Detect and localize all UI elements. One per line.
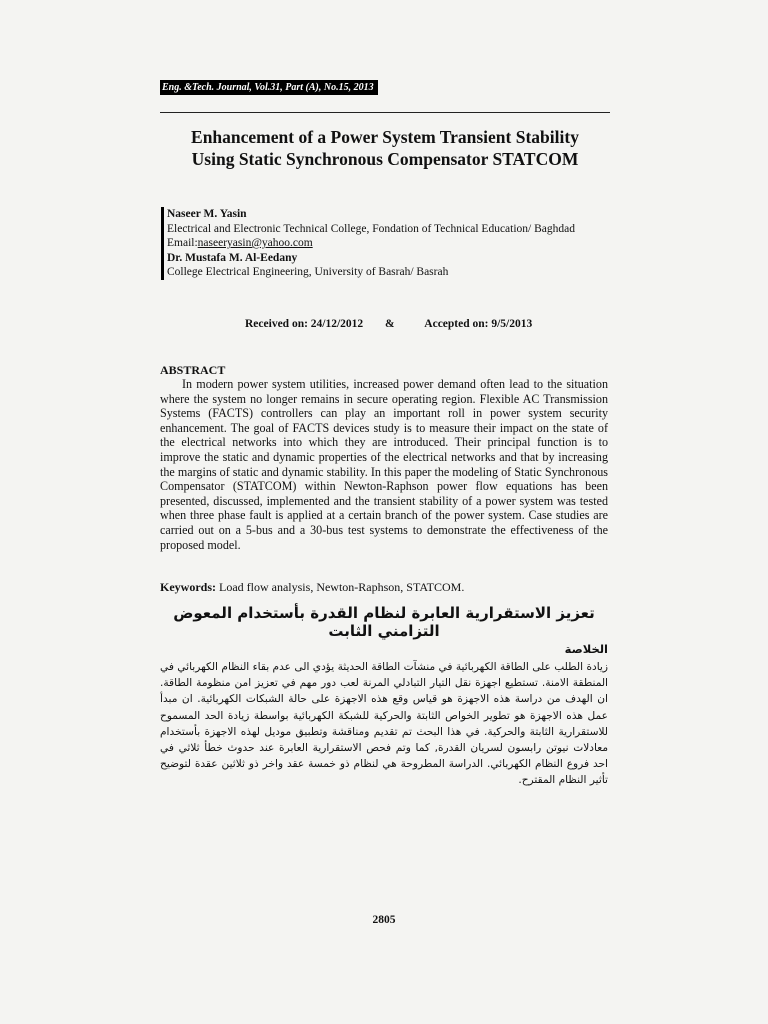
submission-dates xyxy=(245,318,532,330)
keywords-label: Keywords: xyxy=(160,580,216,594)
arabic-title: تعزيز الاستقرارية العابرة لنظام القدرة بأستخدام المعوض التزامني الثابت xyxy=(173,604,595,640)
arabic-abstract-heading: الخلاصة xyxy=(564,642,608,656)
abstract-body: In modern power system utilities, increased power demand often lead to the situation where the system no longer remains in secure operating region. Flexible AC Transmission Systems (FACTS) controllers can play an important roll in power system security enhancement. The goal of FACTS devices study is to measure their impact on the state of the electrical networks into which they are introduced. Their principal function is to improve the static and dynamic properties of the electrical networks and that by increasing the margins of static and dynamic stability. In this paper the modeling of Static Synchronous Compensator (STATCOM) within Newton-Raphson power flow equations has been presented, discussed, implemented and the transient stability of a power system was tested when three phase fault is applied at a certain branch of the power system. Case studies are carried out on a 5-bus and a 30-bus test systems to demonstrate the effectiveness of the proposed model. xyxy=(160,377,608,552)
page-number: 2805 xyxy=(372,914,396,926)
paper-title xyxy=(160,126,610,170)
title-line-1: Enhancement of a Power System Transient Stability xyxy=(191,127,579,147)
author-1-email-line xyxy=(167,236,627,251)
author-2-affiliation: College Electrical Engineering, University of Basrah/ Basrah xyxy=(167,266,449,278)
author-block xyxy=(161,207,627,280)
arabic-abstract-body: زيادة الطلب على الطاقة الكهربائية في منشآت الطاقة الحديثة يؤدي الى عدم بقاء النظام الكهربائي في المنطقة الامنة. تستطيع اجهزة نقل التيار التبادلي المرنة لعب دور مهم في تعزيز امن منظومة الطاقة. ان الهدف من دراسة هذه الاجهزة هو قياس وقع هذه الاجهزة على حالة الشبكات الكهربائية. ان مبدأ عمل هذه الاجهزة هو تطوير الخواص الثابتة والحركية للشبكة الكهربائية بواسطة زيادة الحد المسموح للاستقرارية الثابتة والحركية. في هذا البحث تم تقديم ومناقشة وتطبيق موديل لهذه الاجهزة بأستخدام معادلات نيوتن رابسون لسريان القدرة, كما وتم فحص الاستقرارية العابرة عند حدوث خطأ ثلاثي في احد فروع النظام الكهربائي. الدراسة المطروحة هي لنظام ذو خمسة عقد واخر ذو ثلاثين عقدة لتوضيح تأثير النظام المقترح. xyxy=(160,661,608,787)
header-rule xyxy=(160,112,610,113)
abstract-heading: ABSTRACT xyxy=(160,363,226,377)
date-separator: & xyxy=(384,318,395,330)
email-label: Email: xyxy=(167,237,198,249)
journal-citation: Eng. &Tech. Journal, Vol.31, Part (A), No.15, 2013 xyxy=(160,80,378,95)
email-link[interactable]: naseeryasin@yahoo.com xyxy=(197,237,313,249)
title-line-2: Using Static Synchronous Compensator STATCOM xyxy=(191,149,579,169)
keywords-line xyxy=(160,580,608,595)
keywords-text: Load flow analysis, Newton-Raphson, STATCOM. xyxy=(219,580,465,594)
author-1-affiliation: Electrical and Electronic Technical College, Fondation of Technical Education/ Baghdad xyxy=(167,222,575,235)
accepted-date: Accepted on: 9/5/2013 xyxy=(424,318,533,330)
author-1-name: Naseer M. Yasin xyxy=(167,208,247,220)
received-date: Received on: 24/12/2012 xyxy=(245,318,364,330)
author-2-name: Dr. Mustafa M. Al-Eedany xyxy=(167,251,298,264)
